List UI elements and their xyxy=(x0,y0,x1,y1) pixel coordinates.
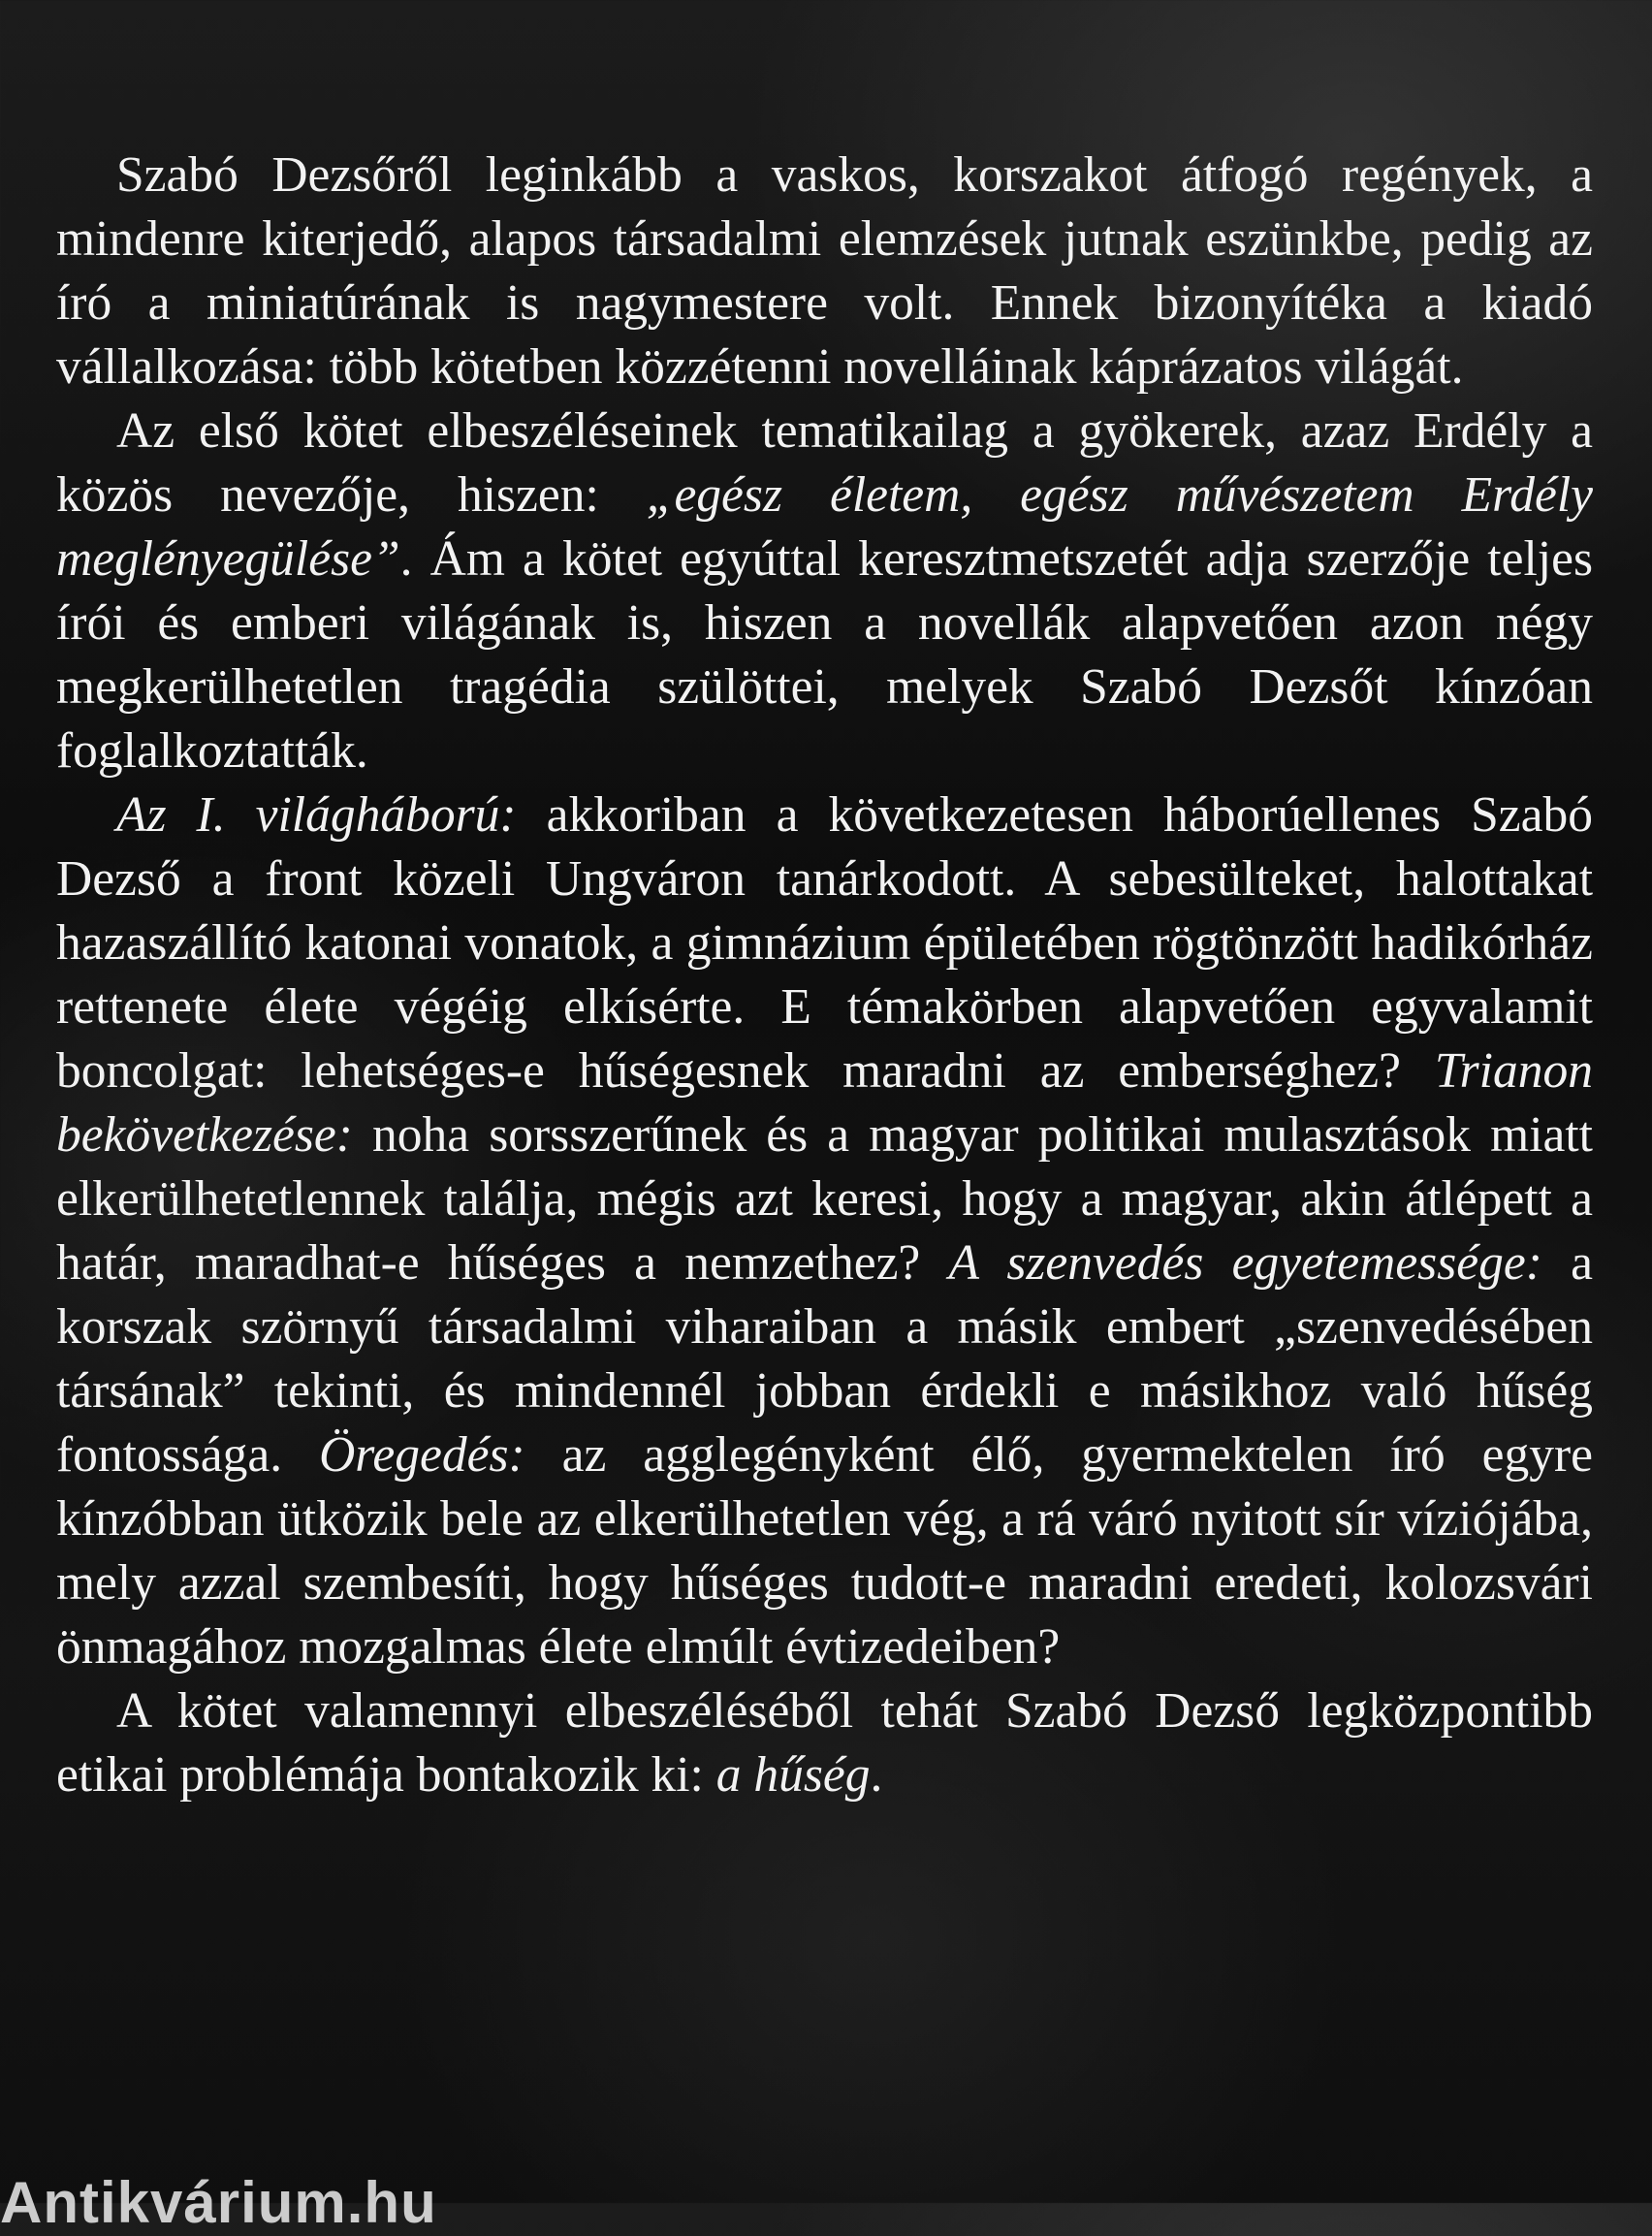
paragraph-intro xyxy=(56,144,1593,399)
theme-trianon-text: noha sorsszerűnek és a magyar politikai mulasztások miatt elkerülhetetlennek találja, mégis azt keresi, hogy a magyar, akin átlépett a határ, maradhat-e hűséges a nemzethez? xyxy=(56,1107,1593,1291)
first-volume-text: Az első kötet elbeszéléseinek tematikailag a gyökerek, azaz Erdély a közös nevezője, hiszen: xyxy=(56,403,1593,523)
intro-text: Szabó Dezsőről leginkább a vaskos, korszakot átfogó regények, a mindenre kiterjedő, alapos társadalmi elemzések jutnak eszünkbe, pedig az író a miniatúrának is nagymestere volt. Ennek bizonyítéka a kiadó vállalkozása: több kötetben közzétenni novelláinak káprázatos világát. xyxy=(56,147,1593,395)
paragraph-conclusion xyxy=(56,1679,1593,1807)
paragraph-first-volume xyxy=(56,399,1593,783)
theme-suffering-text: a korszak szörnyű társadalmi viharaiban a másik embert „szenvedésében társának” tekinti, és mindennél jobban érdekli e másikhoz való hűség fontossága. xyxy=(56,1235,1594,1483)
theme-aging: Öregedés: xyxy=(319,1427,525,1483)
theme-suffering: A szenvedés egyetemessége: xyxy=(948,1235,1542,1291)
watermark: Antikvárium.hu xyxy=(0,2170,437,2235)
author-quote: „egész életem, egész művészetem Erdély meglényegülése” xyxy=(56,467,1593,587)
theme-world-war-text: akkoriban a következetesen háborúellenes Szabó Dezső a front közeli Ungváron tanárkodott. A sebesülteket, halottakat hazaszállító katonai vonatok, a gimnázium épületében rögtönzött hadikórház rettenete élete végéig elkísérte. E témakörben alapvetően egyvalamit boncolgat: lehetséges-e hűségesnek maradni az emberséghez? xyxy=(56,787,1593,1099)
theme-aging-text: az agglegényként élő, gyermektelen író egyre kínzóbban ütközik bele az elkerülhetetlen vég, a rá váró nyitott sír víziójába, mely azzal szembesíti, hogy hűséges tudott-e maradni eredeti, kolozsvári önmagához mozgalmas élete elmúlt évtizedeiben? xyxy=(56,1427,1594,1675)
conclusion-emphasis: a hűség xyxy=(715,1747,871,1803)
conclusion-text: A kötet valamennyi elbeszéléséből tehát Szabó Dezső legközpontibb etikai problémája bontakozik ki: xyxy=(56,1683,1593,1803)
first-volume-text-cont: . Ám a kötet egyúttal keresztmetszetét adja szerzője teljes írói és emberi világának is, hiszen a novellák alapvetően azon négy megkerülhetetlen tragédia szülöttei, melyek Szabó Dezsőt kínzóan foglalkoztatták. xyxy=(56,531,1593,779)
theme-trianon: Trianon bekövetkezése: xyxy=(56,1043,1593,1163)
paragraph-themes xyxy=(56,783,1593,1679)
blurb-text xyxy=(56,144,1593,1807)
theme-world-war: Az I. világháború: xyxy=(116,787,517,843)
conclusion-end: . xyxy=(870,1747,883,1803)
